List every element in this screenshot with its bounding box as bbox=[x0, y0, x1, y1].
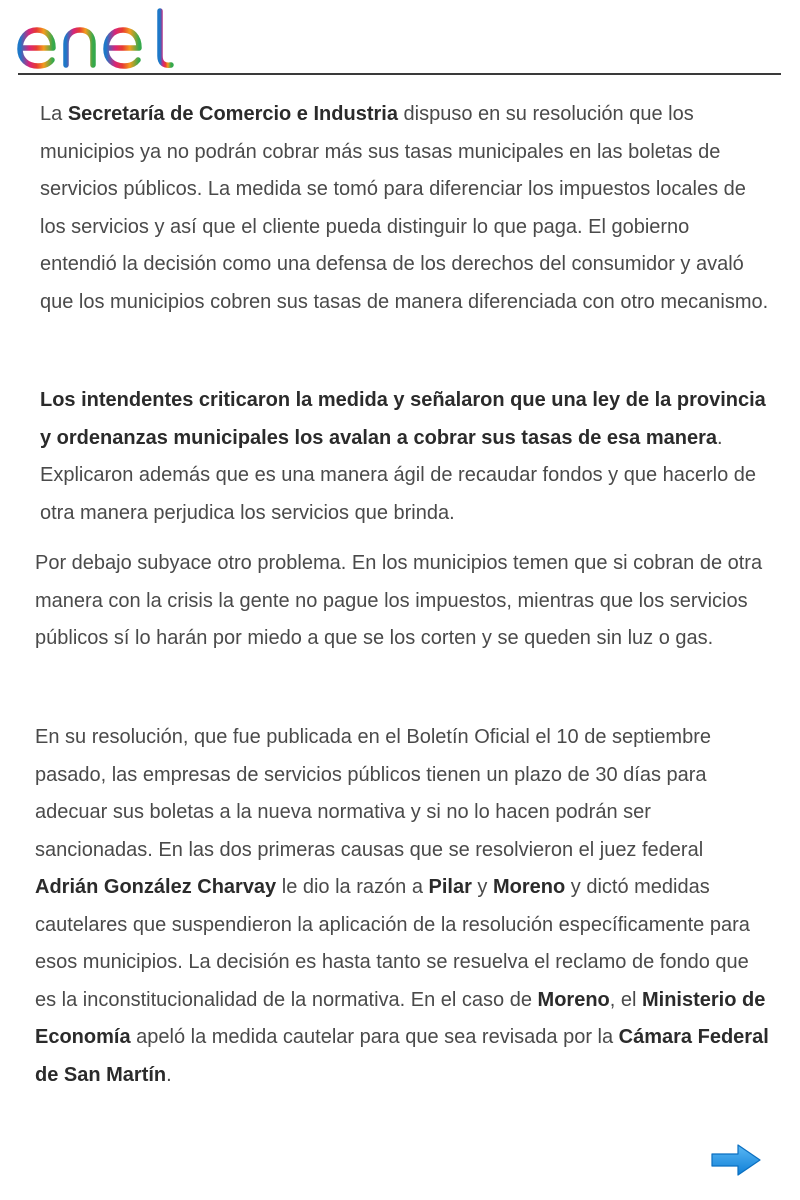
bold-run: Secretaría de Comercio e Industria bbox=[67, 103, 398, 125]
bold-run: Moreno bbox=[537, 988, 610, 1011]
header-divider bbox=[18, 73, 781, 75]
bold-run: Moreno bbox=[493, 876, 566, 898]
enel-logo bbox=[16, 8, 180, 70]
bold-run: Cámara Federal de San Martín bbox=[35, 1026, 769, 1086]
paragraph-1 bbox=[40, 96, 770, 321]
text-run: Por debajo subyace otro problema. En los municipios temen que si cobran de otra manera con la crisis la gente no pague los impuestos, mientras que los servicios públicos sí lo harán por miedo a que se los corten y se queden sin luz o gas. bbox=[35, 552, 763, 649]
next-page-button[interactable] bbox=[708, 1140, 764, 1180]
text-run: dispuso en su resolución que los municipios ya no podrán cobrar más sus tasas municipales en las boletas de servicios públicos. La medida se tomó para diferenciar los impuestos locales de los servicios y así que el cliente pueda distinguir lo que paga. El gobierno entendió la decisión como una defensa de los derechos del consumidor y avaló que los municipios cobren sus tasas de manera diferenciada con otro mecanismo. bbox=[40, 103, 769, 313]
paragraph-3 bbox=[35, 545, 770, 658]
paragraph-4 bbox=[35, 719, 770, 1094]
text-run: En su resolución, que fue publicada en el Boletín Oficial el 10 de septiembre pasado, las empresas de servicios públicos tienen un plazo de 30 días para adecuar sus boletas a la nueva normativa y si no lo hacen podrán ser sancionadas. En las dos primeras causas que se resolvieron el juez federal bbox=[35, 726, 711, 861]
text-run: y bbox=[471, 876, 493, 898]
arrow-right-icon bbox=[708, 1140, 764, 1180]
text-run: y dictó medidas cautelares que suspendieron la aplicación de la resolución específicamente para esos municipios. La decisión es hasta tanto se resuelva el reclamo de fondo que es la inconstitucionalidad de la normativa. En el caso de bbox=[35, 876, 750, 1011]
text-run: . bbox=[166, 1063, 172, 1086]
paragraph-2 bbox=[40, 382, 770, 532]
text-run: La bbox=[40, 103, 68, 125]
bold-run: Ministerio de Economía bbox=[35, 988, 766, 1048]
text-run: le dio la razón a bbox=[276, 876, 429, 898]
header bbox=[0, 0, 800, 76]
bold-run: Adrián González Charvay bbox=[35, 876, 277, 898]
text-run: , el bbox=[609, 988, 642, 1011]
bold-run: Los intendentes criticaron la medida y señalaron que una ley de la provincia y ordenanzas municipales los avalan a cobrar sus tasas de esa manera bbox=[40, 389, 766, 449]
bold-run: Pilar bbox=[428, 876, 472, 898]
text-run: apeló la medida cautelar para que sea revisada por la bbox=[130, 1026, 619, 1048]
text-run: . Explicaron además que es una manera ágil de recaudar fondos y que hacerlo de otra manera perjudica los servicios que brinda. bbox=[40, 426, 757, 524]
